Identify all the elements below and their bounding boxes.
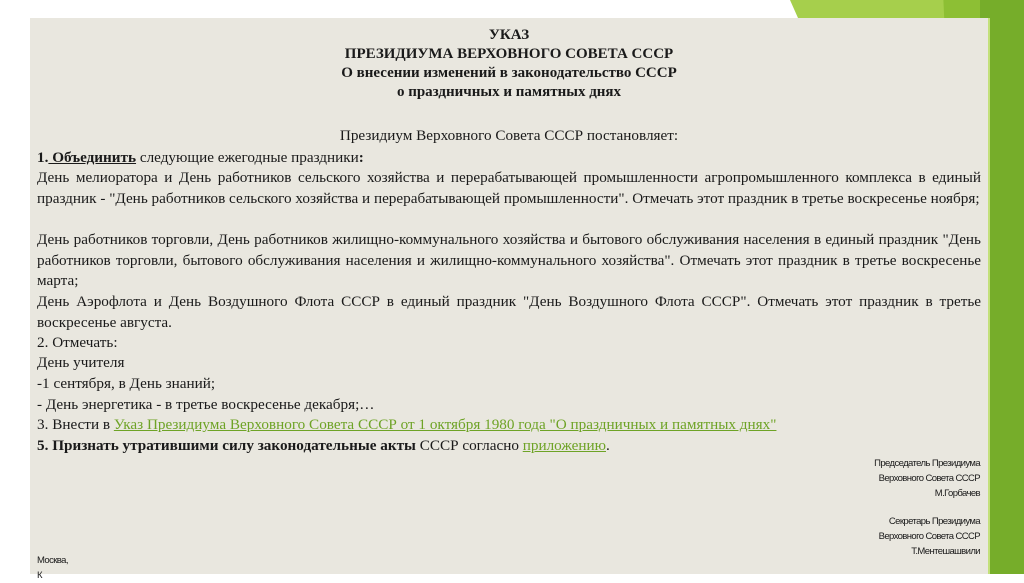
point-2-item-a: День учителя: [37, 354, 125, 371]
point-1-number: 1.: [37, 149, 49, 166]
signature-secretary: [780, 514, 980, 559]
point-5-text: СССР согласно: [415, 437, 523, 454]
signature-chairman-title: Председатель Президиума: [874, 458, 980, 469]
point-3: [37, 415, 981, 436]
point-5-end: .: [606, 437, 610, 454]
point-2-item-c: - День энергетика - в третье воскресенье декабря;…: [37, 396, 375, 413]
place-of-signing: Москва,: [37, 555, 68, 566]
point-1-verb: Объединить: [48, 149, 137, 166]
decree-1980-link[interactable]: Указ Президиума Верховного Совета СССР от 1 октября 1980 года "О праздничных и памятных днях": [113, 416, 777, 433]
point-1: [37, 148, 981, 169]
point-5-bold: 5. Признать утратившими силу законодательные акты: [37, 437, 416, 454]
point-2-item-b: -1 сентября, в День знаний;: [37, 375, 216, 392]
point-5: [37, 436, 981, 457]
decree-issuer: ПРЕЗИДИУМА ВЕРХОВНОГО СОВЕТА СССР: [344, 46, 674, 62]
point-1-colon: :: [358, 149, 364, 166]
signature-secretary-name: Т.Ментешашвили: [911, 546, 980, 557]
decree-subject-cont: о праздничных и памятных днях: [396, 84, 622, 100]
place-cut-line: К: [37, 570, 42, 581]
paragraph-agriculture: День мелиоратора и День работников сельского хозяйства и перерабатывающей промышленности агропромышленного комплекса в единый праздник - "День работников сельского хозяйства и перерабатывающей промышленности". Отмечать этот праздник в третье воскресенье ноября;: [37, 169, 981, 207]
point-1-text: следующие ежегодные праздники: [136, 149, 359, 166]
signature-chairman-org: Верховного Совета СССР: [878, 473, 980, 484]
point-2: 2. Отмечать:: [37, 334, 118, 351]
point-3-prefix: 3. Внести в: [37, 416, 114, 433]
signature-secretary-title: Секретарь Президиума: [888, 516, 980, 527]
signature-secretary-org: Верховного Совета СССР: [878, 531, 980, 542]
decree-intro: Президиум Верховного Совета СССР постановляет:: [339, 127, 679, 144]
signature-chairman: [780, 456, 980, 501]
decree-subject: О внесении изменений в законодательство СССР: [341, 65, 677, 81]
appendix-link[interactable]: приложению: [522, 437, 606, 454]
paragraph-aviation: День Аэрофлота и День Воздушного Флота СССР в единый праздник "День Воздушного Флота СССР". Отмечать этот праздник в третье воскресенье августа.: [37, 293, 981, 331]
document-slide: [30, 18, 988, 581]
signature-chairman-name: М.Горбачев: [934, 488, 980, 499]
paragraph-trade: День работников торговли, День работников жилищно-коммунального хозяйства и бытового обслуживания населения в единый праздник "День работников торговли, бытового обслуживания населения и жилищно-коммунального хозяйства". Отмечать этот праздник в третье воскресенье марта;: [37, 231, 981, 289]
decree-title: УКАЗ: [488, 27, 530, 43]
